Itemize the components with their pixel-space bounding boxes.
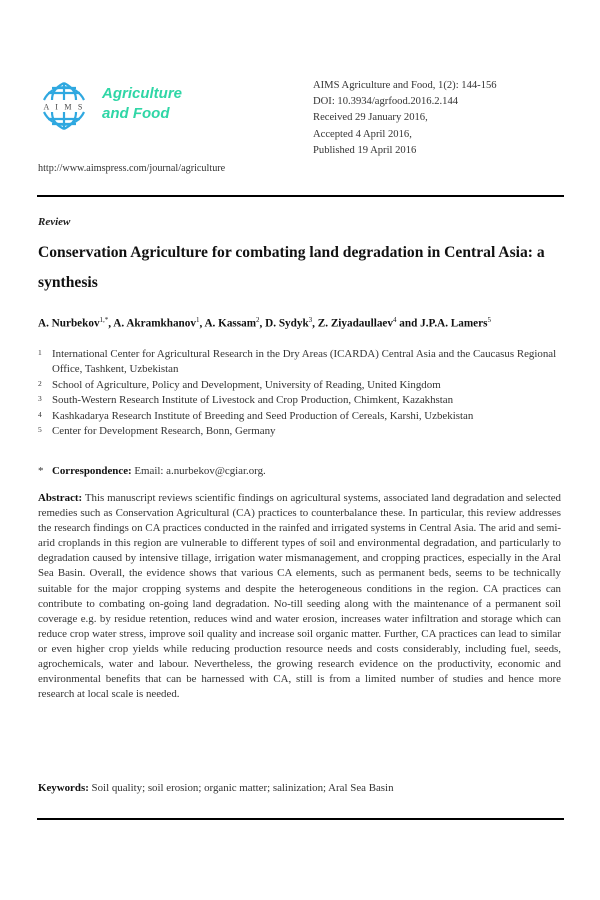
author-name: D. Sydyk bbox=[265, 317, 309, 330]
keywords bbox=[38, 782, 394, 794]
author-affiliation-marker: 1,* bbox=[99, 316, 109, 324]
affiliation-item bbox=[38, 378, 568, 393]
doi: DOI: 10.3934/agrfood.2016.2.144 bbox=[313, 96, 459, 108]
author-name: J.P.A. Lamers bbox=[420, 317, 488, 330]
correspondence bbox=[38, 465, 266, 477]
abstract-text: This manuscript reviews scientific findings on agricultural systems, associated land degradation and selected remedies such as Conservation Agricultural (CA) practices to counterbalance these. In particular, this review addresses the research findings on CA practices conducted in the rainfed and irrigated systems in Central Asia. The arid and semi-arid croplands in this region are vulnerable to different types of soil and environmental degradation, and particularly to degradation caused by intensive tillage, irrigation water mismanagement, and cropping practices, especially in the Aral Sea Basin. Overall, the evidence shows that various CA elements, such as permanent beds, seems to be technically suitable for the major cropping systems and despite the heterogeneous conditions in the region. CA practices can contribute to combating on-going land degradation. No-till seeding along with the maintenance of a permanent soil coverage e.g. by residue retention, reduces wind and water erosion, increases water infiltration and storage which can reduce crop water stress, improve soil quality and increase soil organic matter. Further, CA practices can lead to similar or even higher crop yields while reducing production resource needs and costs considerably, including fuel, seeds, agrochemicals, water and labour. Nevertheless, the growing research evidence on the productivity, economic and environmental benefits that can be harnessed with CA, still is from a limited number of studies and hence more research at local scale is needed. bbox=[38, 492, 561, 701]
keywords-label: Keywords: bbox=[38, 782, 89, 794]
affiliation-text: International Center for Agricultural Research in the Dry Areas (ICARDA) Central Asia and the Caucasus Regional Office, Tashkent, Uzbekistan bbox=[52, 348, 557, 376]
author-affiliation-marker: 1 bbox=[195, 316, 200, 324]
author-affiliation-marker: 3 bbox=[308, 316, 313, 324]
author-affiliation-marker: 5 bbox=[487, 316, 491, 324]
abstract-divider bbox=[37, 818, 564, 820]
author-affiliation-marker: 4 bbox=[393, 316, 397, 324]
abstract bbox=[38, 491, 561, 702]
citation: AIMS Agriculture and Food, 1(2): 144-156 bbox=[313, 80, 497, 91]
author-affiliation-marker: 2 bbox=[256, 316, 260, 324]
accepted-date: Accepted 4 April 2016, bbox=[313, 128, 412, 140]
author-name: A. Nurbekov bbox=[38, 317, 100, 330]
published-date: Published 19 April 2016 bbox=[313, 144, 417, 156]
affiliation-item bbox=[38, 347, 568, 378]
keywords-text: Soil quality; soil erosion; organic matter; salinization; Aral Sea Basin bbox=[88, 782, 394, 794]
correspondence-star: * bbox=[38, 465, 44, 477]
affiliation-text: School of Agriculture, Policy and Development, University of Reading, United Kingdom bbox=[52, 378, 441, 391]
affiliation-item bbox=[38, 393, 568, 408]
affiliation-item bbox=[38, 409, 568, 424]
correspondence-email[interactable]: Email: a.nurbekov@cgiar.org. bbox=[131, 465, 266, 477]
received-date: Received 29 January 2016, bbox=[313, 112, 428, 124]
journal-name-line-2: and Food bbox=[102, 105, 170, 122]
affiliation-number: 4 bbox=[38, 409, 42, 419]
author-name: Z. Ziyadaullaev bbox=[317, 317, 393, 330]
journal-name-line-1: Agriculture bbox=[102, 85, 183, 102]
logo-letters: A I M S bbox=[43, 102, 85, 112]
affiliation-number: 1 bbox=[38, 348, 42, 357]
abstract-label: Abstract: bbox=[38, 492, 83, 504]
author-name: A. Akramkhanov bbox=[113, 317, 196, 330]
article-title: Conservation Agriculture for combating land degradation in Central Asia: a synthesis bbox=[38, 244, 545, 291]
aims-logo bbox=[38, 80, 90, 132]
header-divider bbox=[37, 195, 564, 197]
publication-meta bbox=[313, 78, 497, 159]
affiliation-list bbox=[38, 347, 568, 439]
aims-globe-icon bbox=[38, 80, 90, 132]
affiliation-number: 5 bbox=[38, 425, 42, 435]
affiliation-text: South-Western Research Institute of Livestock and Crop Production, Chimkent, Kazakhstan bbox=[52, 394, 454, 407]
article-type: Review bbox=[38, 216, 71, 228]
journal-url-link[interactable]: http://www.aimspress.com/journal/agriculture bbox=[38, 163, 226, 174]
author-list: A. Nurbekov$^{1,*}$, A. Akramkhanov$^1$, A. Kassam$^2$, D. Sydyk$^3$, Z. Ziyadaullaev$^4$ and J.P.A. Lamers$^5$ bbox=[38, 316, 491, 330]
affiliation-text: Kashkadarya Research Institute of Breeding and Seed Production of Cereals, Karshi, Uzbekistan bbox=[52, 409, 474, 422]
affiliation-text: Center for Development Research, Bonn, Germany bbox=[52, 425, 276, 438]
affiliation-number: 3 bbox=[38, 394, 42, 404]
correspondence-label: Correspondence: bbox=[52, 465, 132, 477]
author-name: A. Kassam bbox=[204, 317, 257, 330]
affiliation-item bbox=[38, 424, 568, 439]
affiliation-number: 2 bbox=[38, 378, 42, 388]
journal-name bbox=[102, 84, 182, 124]
